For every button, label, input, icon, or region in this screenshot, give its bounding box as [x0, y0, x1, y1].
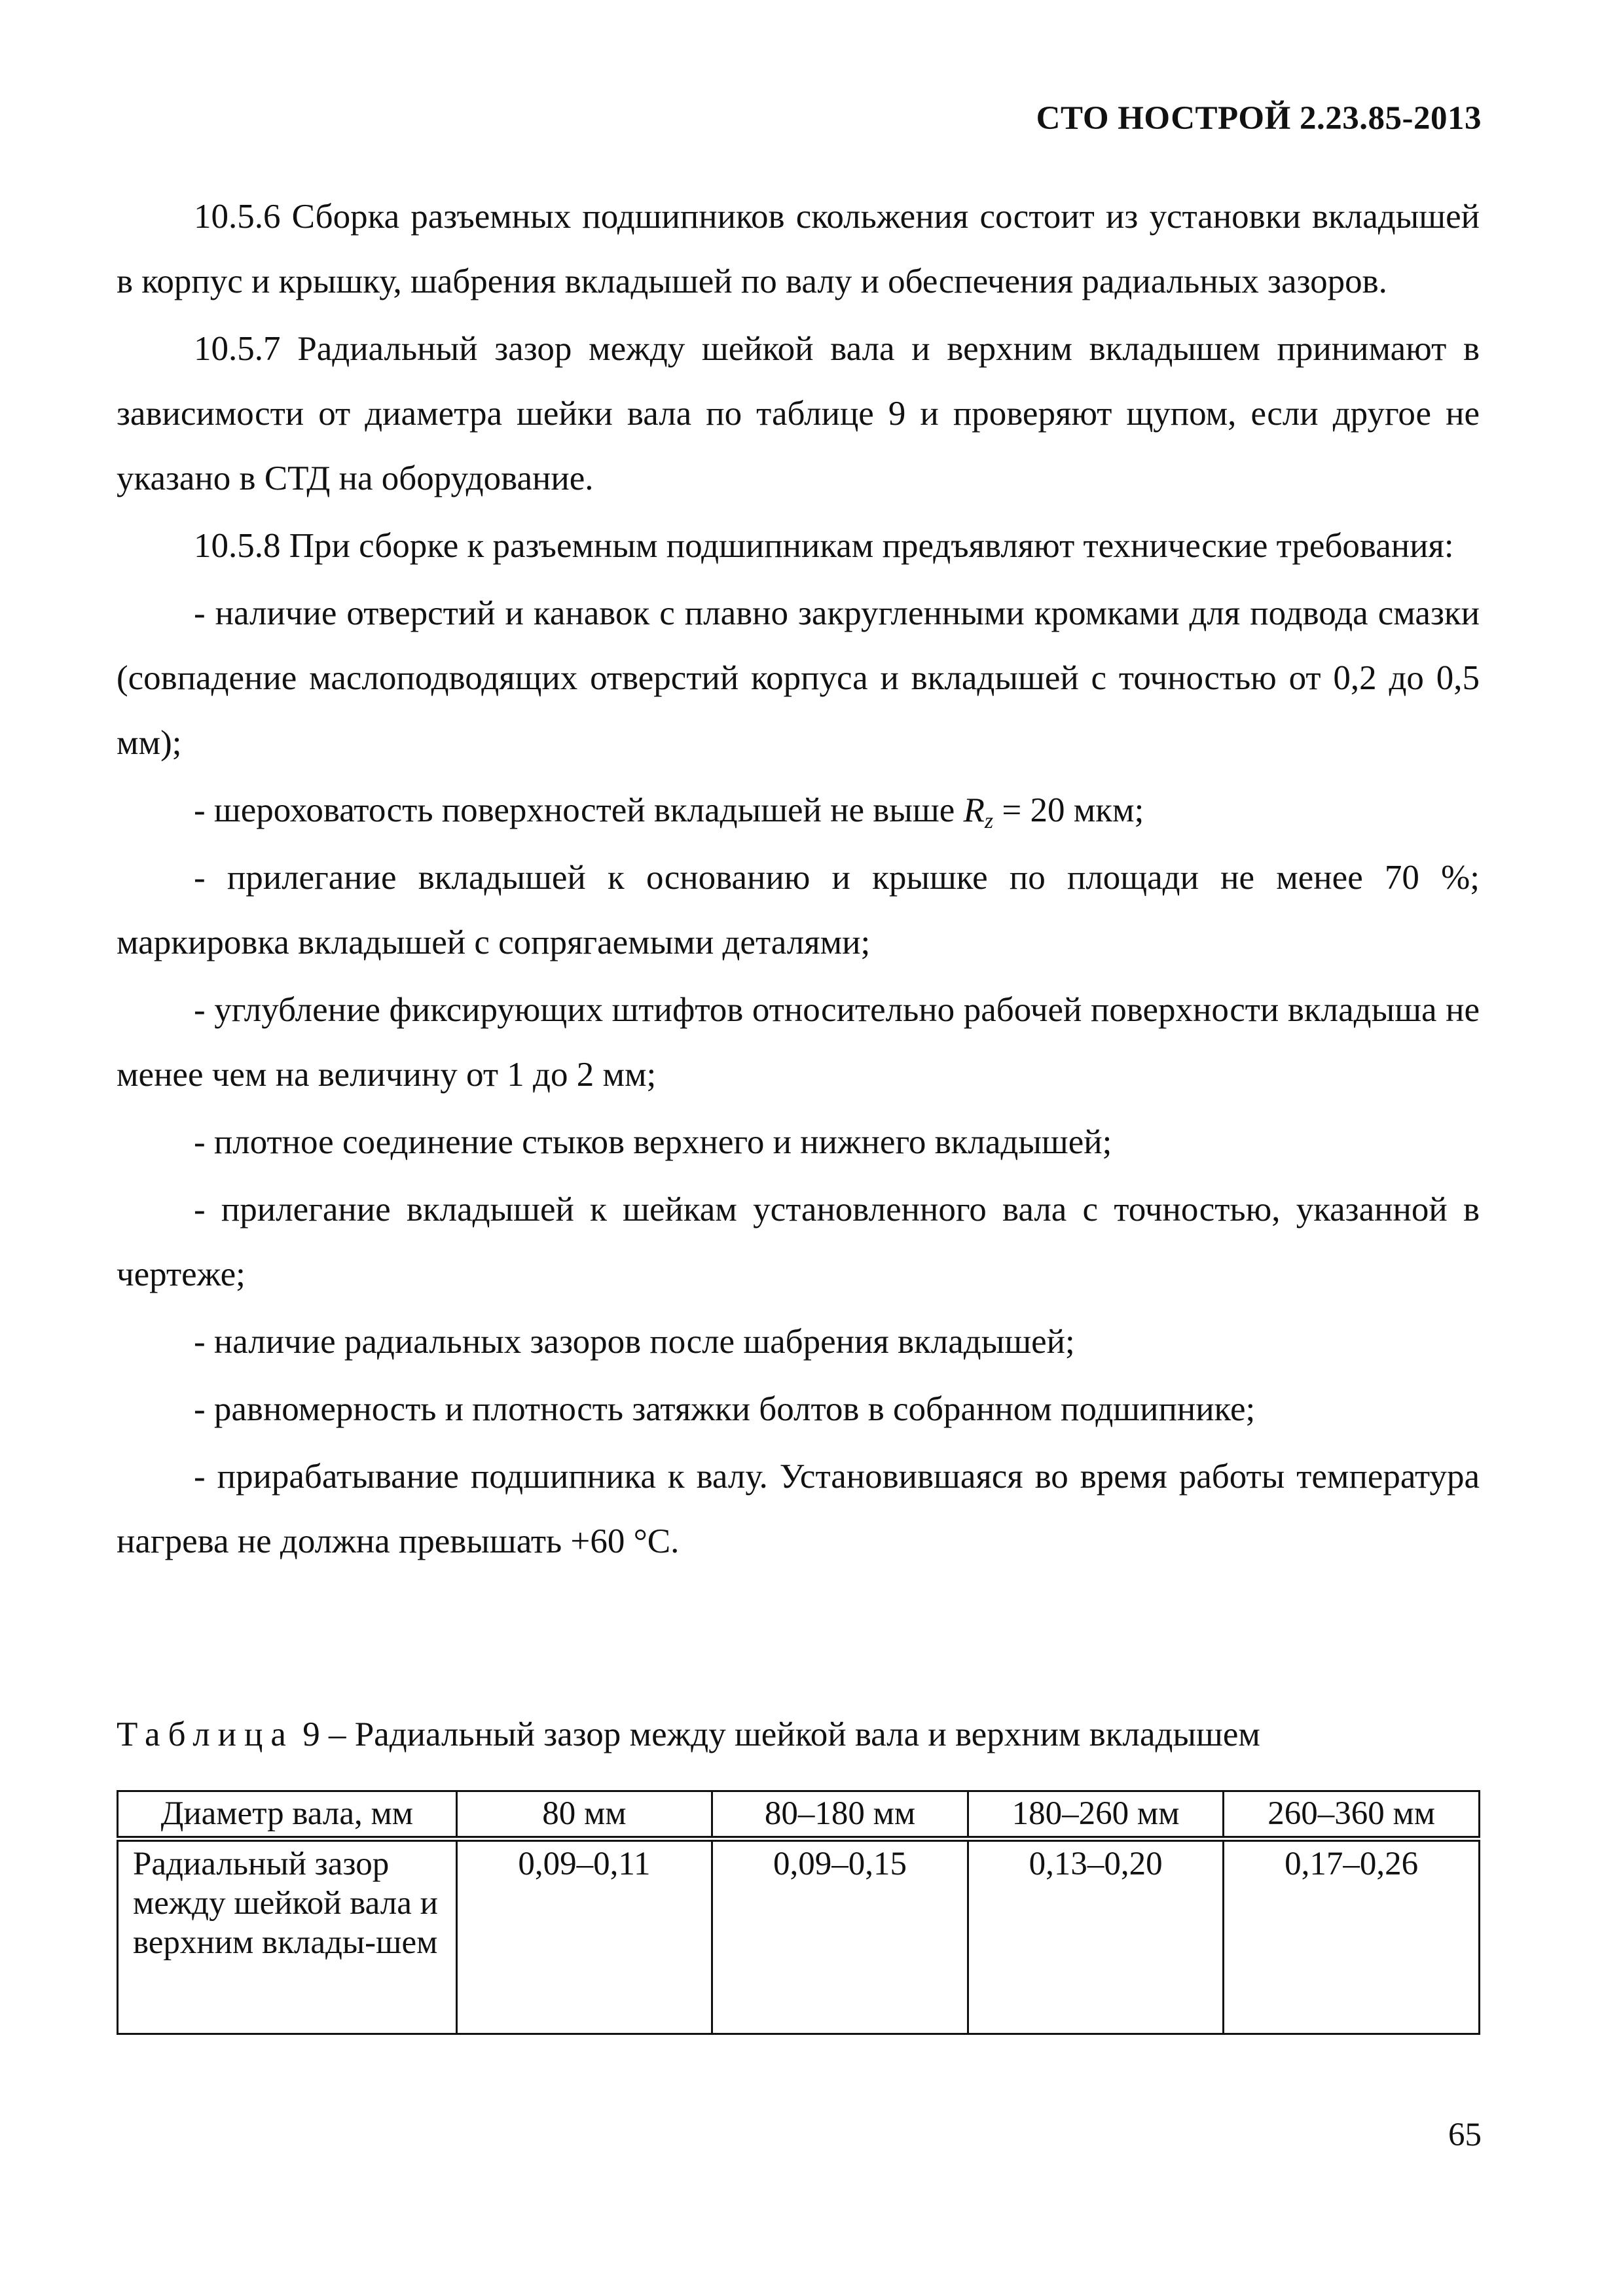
table-header-cell: 180–260 мм — [968, 1791, 1224, 1839]
requirement-item: - плотное соединение стыков верхнего и нижнего вкладышей; — [194, 1123, 1112, 1161]
roughness-subscript: z — [984, 809, 994, 833]
requirement-item: - углубление фиксирующих штифтов относительно рабочей поверхности вкладыша не менее чем на величину от 1 до 2 мм; — [117, 991, 1480, 1094]
requirement-item: - равномерность и плотность затяжки болтов в собранном подшипнике; — [194, 1390, 1256, 1428]
table-header-cell: 80–180 мм — [712, 1791, 968, 1839]
table-header-cell: 80 мм — [456, 1791, 712, 1839]
table-row-label: Радиальный зазор между шейкой вала и верхним вклады-шем — [118, 1839, 457, 2034]
paragraph-10-5-6: 10.5.6 Сборка разъемных подшипников скольжения состоит из установки вкладышей в корпус и крышку, шабрения вкладышей по валу и обеспечения радиальных зазоров. — [117, 198, 1480, 300]
table-caption-text: 9 – Радиальный зазор между шейкой вала и верхним вкладышем — [293, 1715, 1260, 1753]
table-header-cell: Диаметр вала, мм — [118, 1791, 457, 1839]
radial-clearance-table — [117, 1790, 1480, 2035]
table-caption — [117, 1712, 1260, 1757]
paragraph-10-5-8: 10.5.8 При сборке к разъемным подшипникам предъявляют технические требования: — [194, 527, 1454, 565]
page-number: 65 — [1448, 2117, 1482, 2153]
table-header-cell: 260–360 мм — [1224, 1791, 1480, 1839]
requirement-item: - наличие отверстий и канавок с плавно закругленными кромками для подвода смазки (совпадение маслоподводящих отверстий корпуса и вкладышей с точностью от 0,2 до 0,5 мм); — [117, 594, 1480, 762]
paragraph-10-5-7: 10.5.7 Радиальный зазор между шейкой вала и верхним вкладышем принимают в зависимости от диаметра шейки вала по таблице 9 и проверяют щупом, если другое не указано в СТД на оборудование. — [117, 330, 1480, 497]
roughness-symbol: R — [963, 791, 985, 829]
body-text — [117, 185, 1480, 1577]
roughness-text: - шероховатость поверхностей вкладышей не выше — [194, 791, 964, 829]
requirement-item-roughness — [117, 778, 1480, 843]
table-caption-label: Таблица — [117, 1715, 294, 1753]
roughness-value: = 20 мкм; — [993, 791, 1144, 829]
requirement-item: - прирабатывание подшипника к валу. Установившаяся во время работы температура нагрева не должна превышать +60 °С. — [117, 1458, 1480, 1560]
requirement-item: - прилегание вкладышей к шейкам установленного вала с точностью, указанной в чертеже; — [117, 1191, 1480, 1293]
table-row — [118, 1839, 1480, 2034]
document-code-header: СТО НОСТРОЙ 2.23.85-2013 — [1036, 100, 1482, 137]
table-cell: 0,17–0,26 — [1224, 1839, 1480, 2034]
table-cell: 0,09–0,11 — [456, 1839, 712, 2034]
requirement-item: - прилегание вкладышей к основанию и крышке по площади не менее 70 %; маркировка вкладышей с сопрягаемыми деталями; — [117, 859, 1480, 961]
requirement-item: - наличие радиальных зазоров после шабрения вкладышей; — [194, 1323, 1075, 1361]
table-cell: 0,13–0,20 — [968, 1839, 1224, 2034]
table-cell: 0,09–0,15 — [712, 1839, 968, 2034]
table-header-row — [118, 1791, 1480, 1839]
